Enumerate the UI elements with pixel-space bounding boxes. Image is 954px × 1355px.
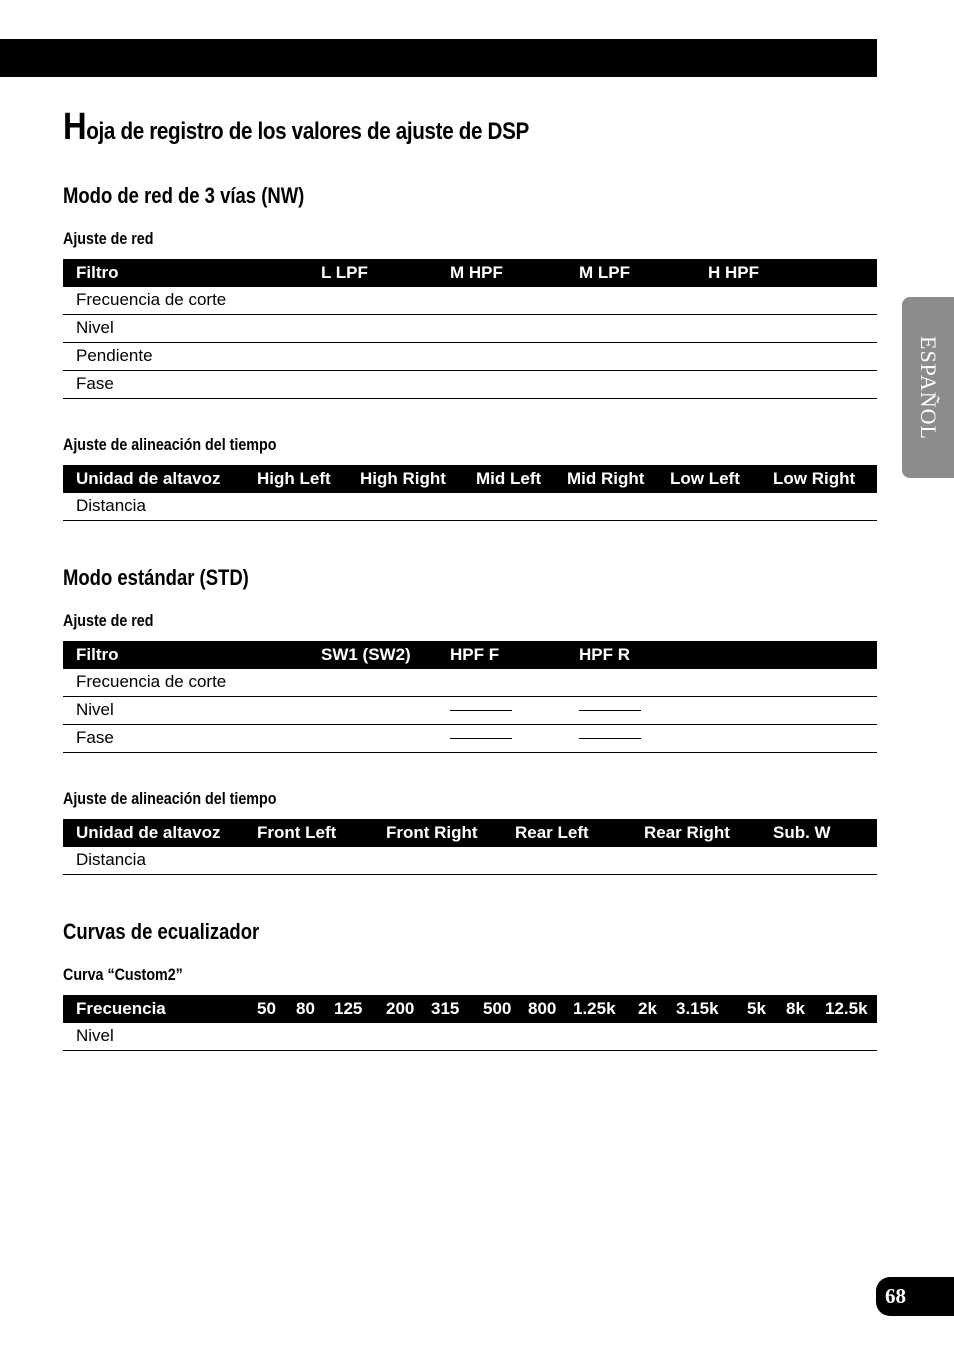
- header-cell: Filtro: [76, 263, 119, 282]
- std-heading: Modo estándar (STD): [63, 565, 249, 590]
- row-label: Distancia: [76, 496, 146, 515]
- row-label: Nivel: [76, 1026, 114, 1045]
- not-applicable-dash: [450, 738, 512, 739]
- row-label: Fase: [76, 728, 114, 747]
- header-cell: Sub. W: [773, 823, 831, 842]
- table-row: [63, 371, 877, 399]
- top-black-bar: [0, 39, 877, 77]
- not-applicable-dash: [579, 710, 641, 711]
- not-applicable-dash: [450, 710, 512, 711]
- table-header: [63, 465, 877, 493]
- eq-subheading: Curva “Custom2”: [63, 965, 183, 984]
- language-tab-label: ESPAÑOL: [916, 335, 941, 440]
- header-cell: Mid Left: [476, 469, 542, 488]
- header-cell: 800: [528, 999, 557, 1018]
- eq-heading: Curvas de ecualizador: [63, 919, 260, 944]
- row-label: Nivel: [76, 700, 114, 719]
- header-cell: 1.25k: [573, 999, 616, 1018]
- header-cell: Front Right: [386, 823, 478, 842]
- std-tiempo-table: [63, 819, 877, 875]
- header-cell: HPF F: [450, 645, 500, 664]
- table-row: [63, 847, 877, 875]
- table-header: [63, 995, 877, 1023]
- nw-tiempo-table: [63, 465, 877, 521]
- header-cell: HPF R: [579, 645, 630, 664]
- table-row: [63, 287, 877, 315]
- header-cell: Low Left: [670, 469, 740, 488]
- header-cell: Frecuencia: [76, 999, 166, 1018]
- std-red-table: [63, 641, 877, 753]
- row-label: Pendiente: [76, 346, 153, 365]
- header-cell: M LPF: [579, 263, 630, 282]
- header-cell: 125: [334, 999, 363, 1018]
- header-cell: 200: [386, 999, 415, 1018]
- language-tab: [902, 297, 954, 478]
- header-cell: 50: [257, 999, 276, 1018]
- header-cell: Unidad de altavoz: [76, 469, 221, 488]
- header-cell: Rear Right: [644, 823, 730, 842]
- header-cell: L LPF: [321, 263, 368, 282]
- header-cell: High Right: [360, 469, 446, 488]
- header-cell: Low Right: [773, 469, 856, 488]
- std-red-subheading: Ajuste de red: [63, 611, 154, 630]
- page-number-badge: [876, 1277, 954, 1316]
- nw-red-table: [63, 259, 877, 399]
- header-cell: Unidad de altavoz: [76, 823, 221, 842]
- header-cell: 5k: [747, 999, 766, 1018]
- header-cell: Front Left: [257, 823, 337, 842]
- header-cell: 2k: [638, 999, 657, 1018]
- header-cell: Mid Right: [567, 469, 645, 488]
- header-cell: Rear Left: [515, 823, 589, 842]
- header-cell: 3.15k: [676, 999, 719, 1018]
- table-row: [63, 697, 877, 725]
- header-cell: 500: [483, 999, 512, 1018]
- table-row: [63, 315, 877, 343]
- header-cell: High Left: [257, 469, 331, 488]
- page-title: Hoja de registro de los valores de ajuste de DSP: [63, 106, 529, 148]
- table-row: [63, 1023, 877, 1051]
- table-row: [63, 725, 877, 753]
- nw-heading: Modo de red de 3 vías (NW): [63, 183, 305, 208]
- table-row: [63, 343, 877, 371]
- page-number: 68: [885, 1284, 906, 1308]
- table-header: [63, 259, 877, 287]
- header-cell: H HPF: [708, 263, 759, 282]
- row-label: Frecuencia de corte: [76, 672, 227, 691]
- row-label: Frecuencia de corte: [76, 290, 227, 309]
- std-tiempo-subheading: Ajuste de alineación del tiempo: [63, 789, 277, 808]
- header-cell: Filtro: [76, 645, 119, 664]
- table-header: [63, 641, 877, 669]
- header-cell: 80: [296, 999, 315, 1018]
- header-cell: 12.5k: [825, 999, 868, 1018]
- nw-red-subheading: Ajuste de red: [63, 229, 154, 248]
- nw-tiempo-subheading: Ajuste de alineación del tiempo: [63, 435, 277, 454]
- row-label: Fase: [76, 374, 114, 393]
- header-cell: 315: [431, 999, 460, 1018]
- eq-table: [63, 995, 877, 1051]
- table-row: [63, 669, 877, 697]
- table-row: [63, 493, 877, 521]
- table-header: [63, 819, 877, 847]
- not-applicable-dash: [579, 738, 641, 739]
- header-cell: 8k: [786, 999, 805, 1018]
- row-label: Nivel: [76, 318, 114, 337]
- row-label: Distancia: [76, 850, 146, 869]
- header-cell: M HPF: [450, 263, 503, 282]
- header-cell: SW1 (SW2): [321, 645, 411, 664]
